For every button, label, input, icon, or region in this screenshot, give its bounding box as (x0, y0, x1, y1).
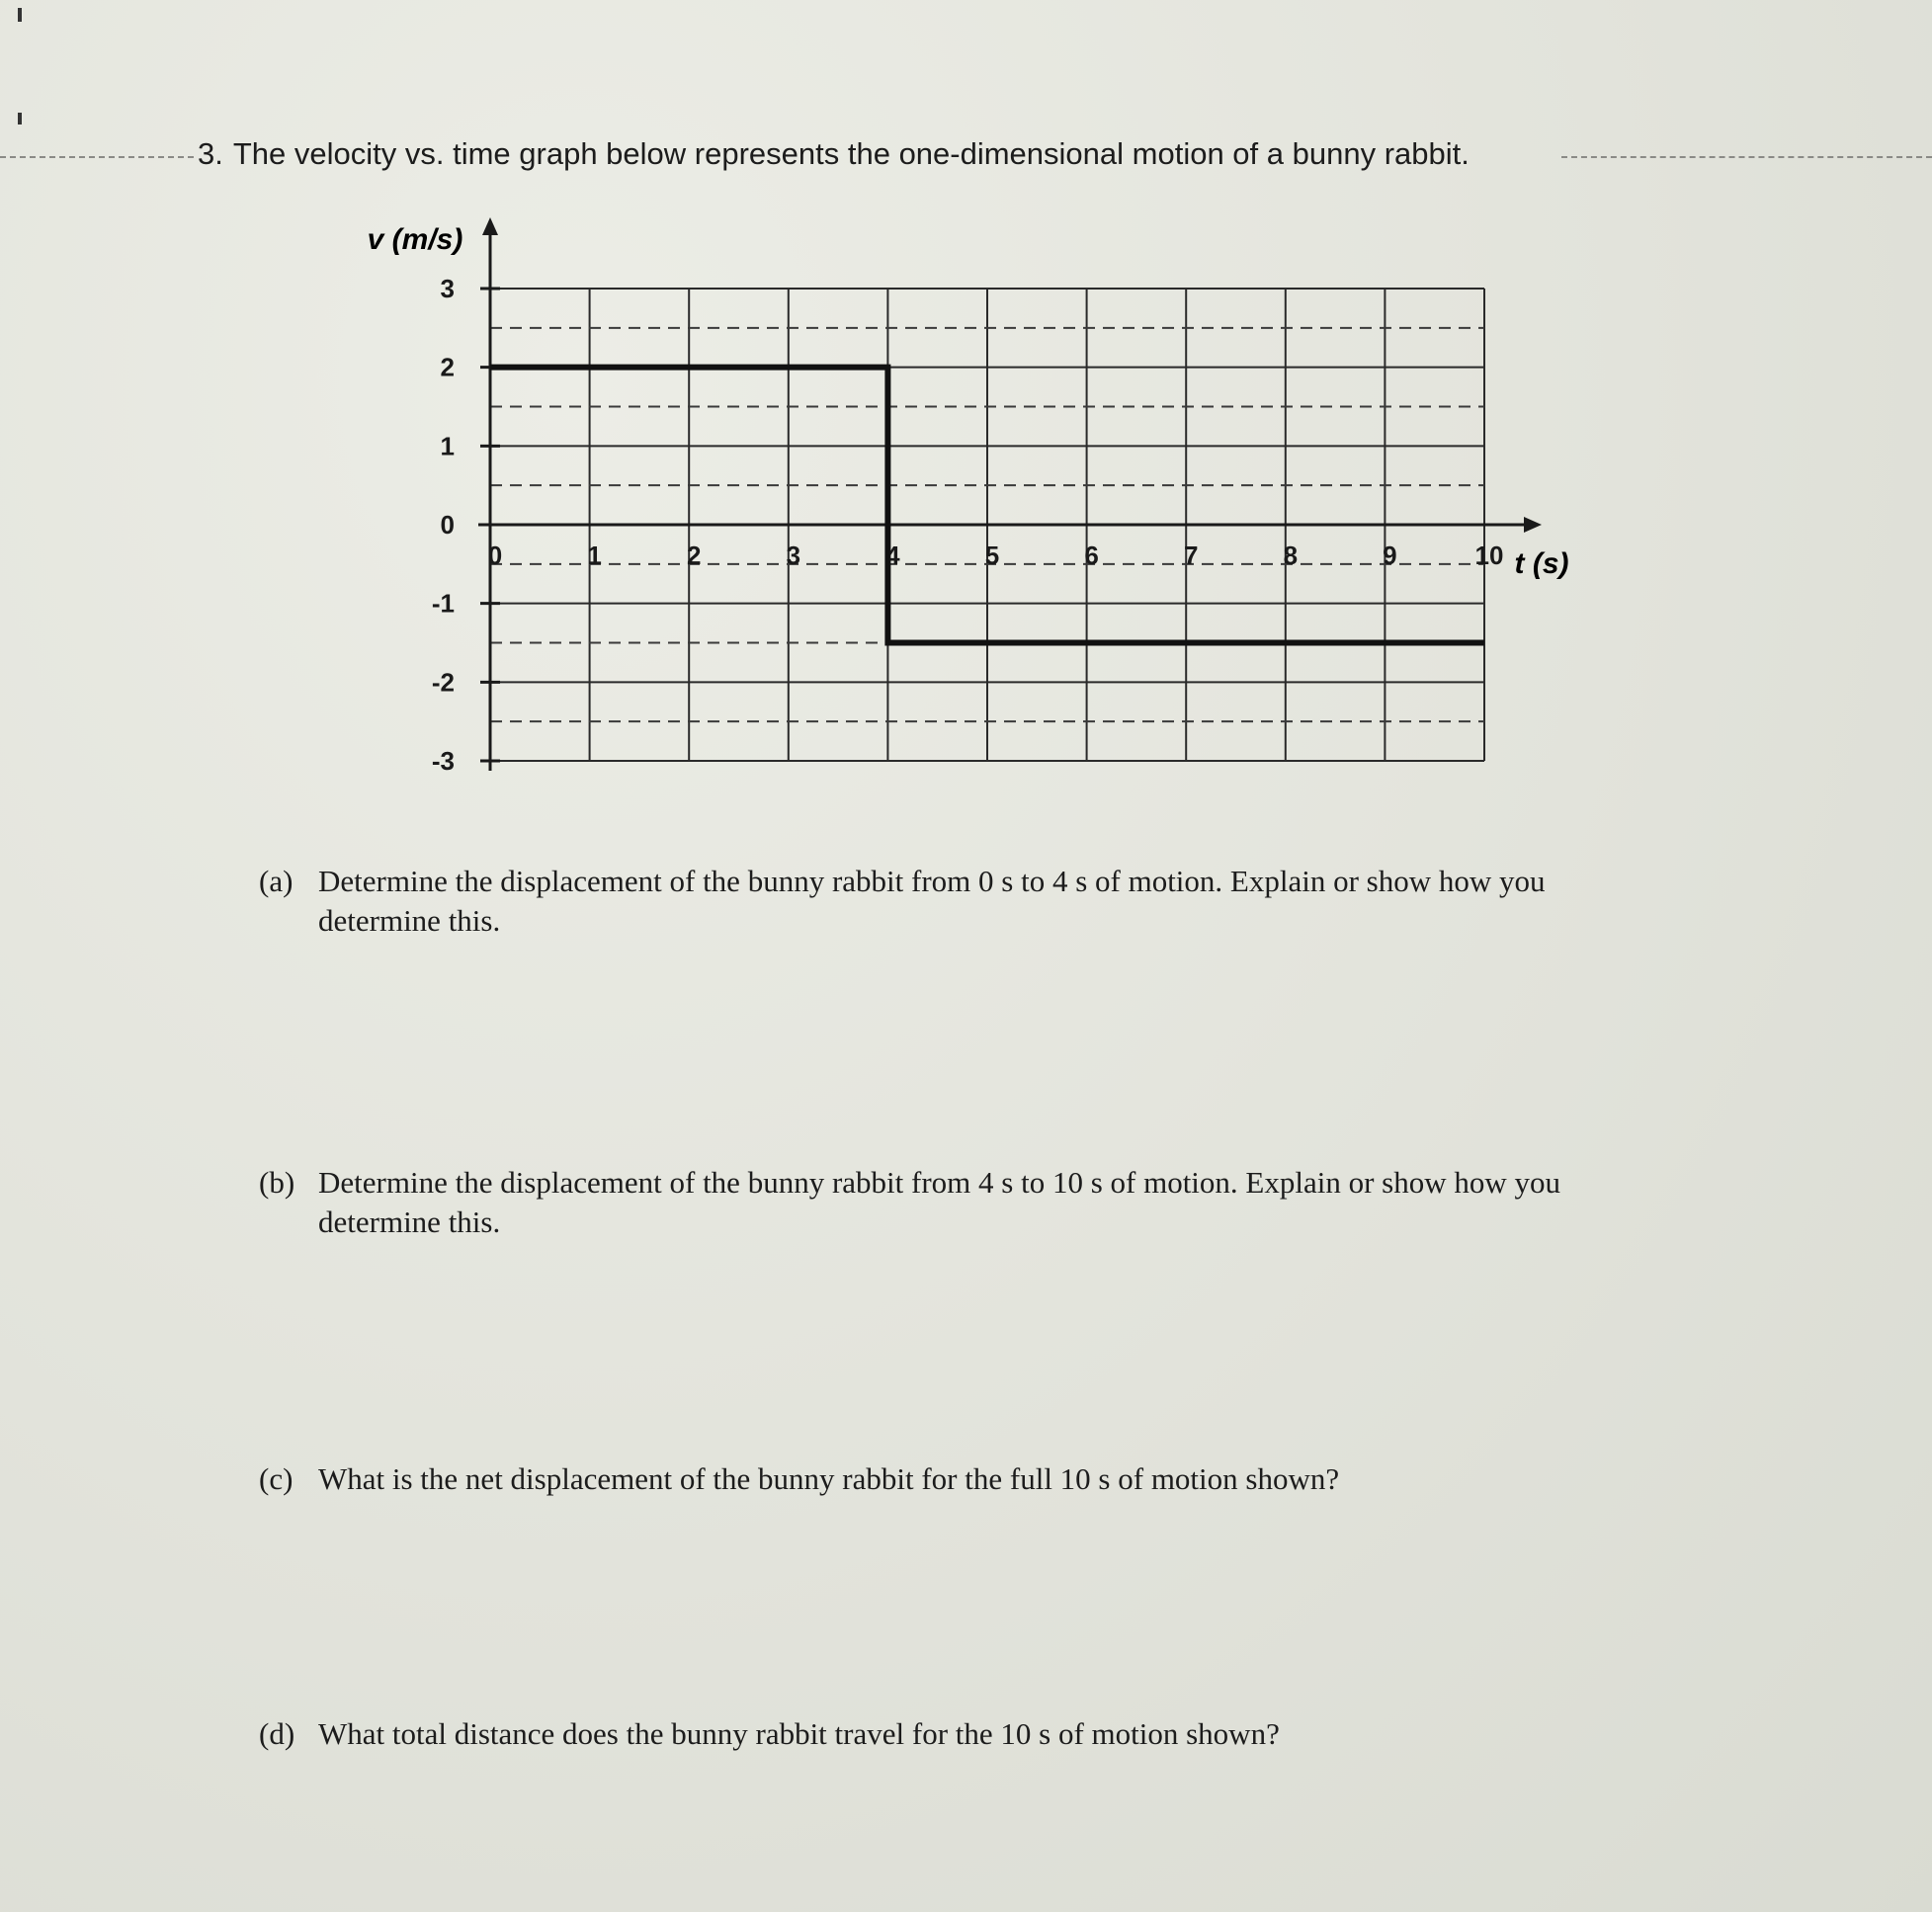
part-a-text: Determine the displacement of the bunny rabbit from 0 s to 4 s of motion. Explain or show how you (318, 864, 1546, 898)
y-tick-label: 3 (440, 274, 455, 303)
velocity-time-graph (0, 0, 1932, 790)
part-c-text: What is the net displacement of the bunny rabbit for the full 10 s of motion shown? (318, 1461, 1340, 1496)
y-tick-label: 1 (440, 431, 455, 461)
part-d-text: What total distance does the bunny rabbit travel for the 10 s of motion shown? (318, 1716, 1280, 1751)
x-tick-label: 8 (1283, 540, 1299, 570)
y-tick-label: 2 (440, 352, 455, 382)
x-tick-label: 4 (885, 540, 900, 570)
x-tick-label: 7 (1183, 540, 1199, 570)
question-intro-text: The velocity vs. time graph below represents the one-dimensional motion of a bunny rabbit. (232, 136, 1470, 171)
y-tick-label: 0 (440, 510, 455, 540)
x-tick-label: 3 (786, 540, 801, 570)
part-c (259, 1459, 1741, 1499)
x-tick-label: 5 (984, 540, 1000, 570)
x-axis-arrow (1524, 517, 1542, 533)
y-tick-label: -3 (431, 746, 455, 776)
part-d-label: (d) (259, 1716, 295, 1751)
x-axis-label: t (s) (1514, 547, 1569, 580)
part-a (259, 862, 1741, 941)
part-b-label: (b) (259, 1165, 295, 1200)
part-b-text-cont: determine this. (318, 1205, 501, 1239)
part-b (259, 1163, 1741, 1242)
part-d (259, 1714, 1741, 1754)
x-tick-label: 2 (686, 540, 702, 570)
y-tick-label: -1 (431, 588, 455, 619)
part-c-label: (c) (259, 1461, 294, 1496)
part-a-label: (a) (259, 864, 294, 898)
x-tick-label: 1 (587, 540, 602, 570)
part-b-text: Determine the displacement of the bunny rabbit from 4 s to 10 s of motion. Explain or show how you (318, 1165, 1560, 1200)
part-a-text-cont: determine this. (318, 903, 501, 938)
x-tick-label: 6 (1084, 540, 1099, 570)
y-axis-label: v (m/s) (367, 223, 463, 256)
x-tick-label: 10 (1474, 540, 1504, 570)
question-number: 3. (198, 136, 223, 171)
x-tick-label: 0 (487, 540, 503, 570)
y-tick-label: -2 (431, 667, 455, 698)
x-tick-label: 9 (1383, 540, 1397, 570)
y-axis-arrow (482, 217, 498, 235)
